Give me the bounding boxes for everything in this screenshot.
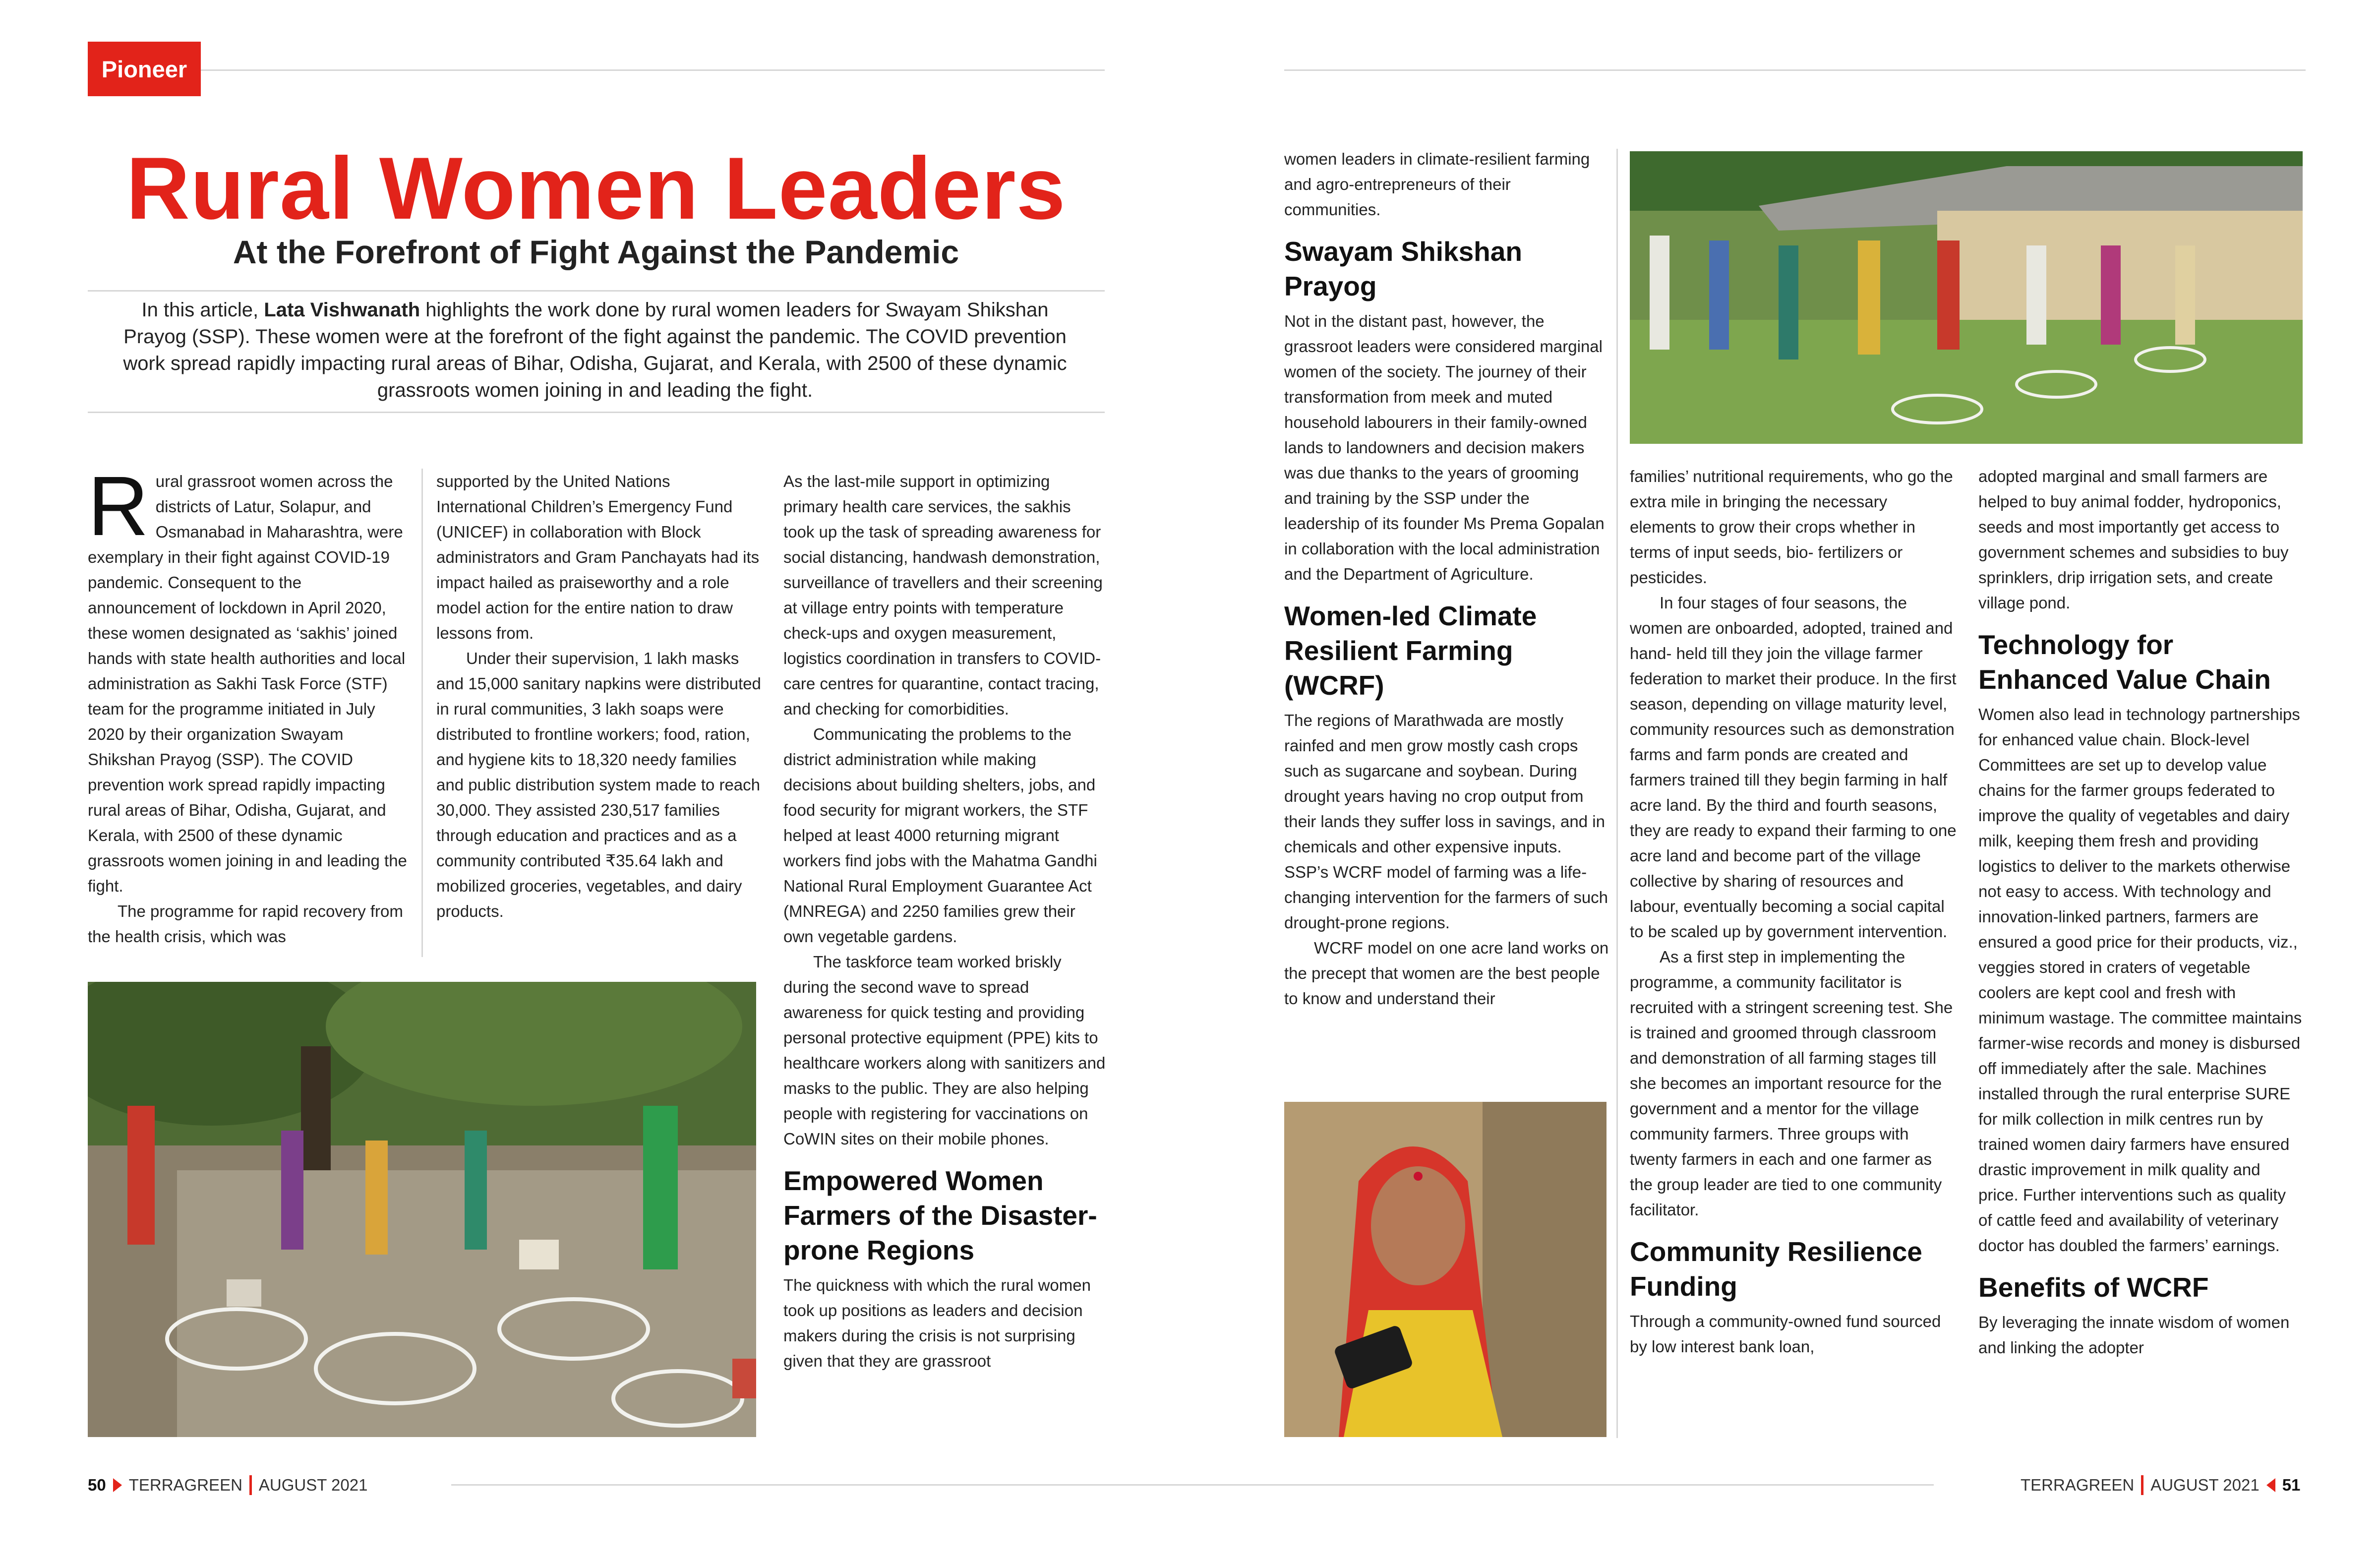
column-6 xyxy=(1978,464,2303,1360)
magazine-name-left: TERRAGREEN xyxy=(128,1476,242,1494)
col5-paragraph-2: As a first step in implementing the programme, a community facilitator is recruited with a stringent screening test. She is trained and groomed through classroom and demonstration of all farming stages till she becomes an important resource for the government and a mentor for the village community farmers. Three groups with twenty farmers in each and one farmer as the group leader are tied to one community facilitator. xyxy=(1630,948,1953,1219)
col6-paragraph-2: By leveraging the innate wisdom of women and linking the adopter xyxy=(1978,1313,2290,1357)
col4-paragraph-3: WCRF model on one acre land works on the precept that women are the best people to know and understand their xyxy=(1284,939,1609,1008)
col6-paragraph-0: adopted marginal and small farmers are helped to buy animal fodder, hydroponics, seeds and most importantly get access to government schemes and subsidies to buy sprinklers, drip irrigation sets, and create village pond. xyxy=(1978,467,2289,612)
col4-paragraph-0: women leaders in climate-resilient farming and agro-entrepreneurs of their communities. xyxy=(1284,150,1590,219)
column-divider-1 xyxy=(421,469,423,957)
magazine-name-right: TERRAGREEN xyxy=(2021,1476,2135,1494)
col2-paragraph-1: supported by the United Nations International Children’s Emergency Fund (UNICEF) in collaboration with Block administrators and Gram Panchayats had its impact hailed as praiseworthy and a role model action for the entire nation to draw lessons from. xyxy=(436,472,760,642)
article-subtitle: At the Forefront of Fight Against the Pandemic xyxy=(233,234,959,270)
col3-paragraph-2: Communicating the problems to the district administration while making decisions about building shelters, jobs, and food security for migrant workers, the STF helped at least 4000 returning migrant workers find jobs with the Mahatma Gandhi National Rural Employment Guarantee Act (MNREGA) and 2250 families grew their own vegetable gardens. xyxy=(783,725,1097,946)
col3-paragraph-1: As the last-mile support in optimizing primary health care services, the sakhis took up the task of spreading awareness for social distancing, handwash demonstration, surveillance of travellers and their screening at village entry points with temperature check-ups and oxygen measurement, logistics coordination in transfers to COVID-care centres for quarantine, contact tracing, and checking for comorbidities. xyxy=(783,472,1103,718)
intro-rule-top xyxy=(88,290,1105,292)
arrow-left-icon xyxy=(2266,1478,2275,1492)
heading-technology: Technology for Enhanced Value Chain xyxy=(1978,629,2271,695)
col2-paragraph-2: Under their supervision, 1 lakh masks and 15,000 sanitary napkins were distributed in rural communities, 3 lakh soaps were distributed to frontline workers; food, ration, and hygiene kits to 18,320 needy families and public distribution system made to reach 30,000. They assisted 230,517 families through education and practices and as a community contributed ₹35.64 lakh and mobilized groceries, vegetables, and dairy products. xyxy=(436,649,761,920)
col5-paragraph-0: families’ nutritional requirements, who go the extra mile in bringing the necessary elements to grow their crops whether in terms of input seeds, bio- fertilizers or pesticides. xyxy=(1630,467,1953,587)
photo-village-queue xyxy=(1630,151,2303,444)
column-2 xyxy=(436,469,761,924)
col1-paragraph-1 xyxy=(88,459,410,899)
article-title: Rural Women Leaders xyxy=(126,139,1066,238)
issue-date-left: AUGUST 2021 xyxy=(258,1476,368,1494)
heading-wcrf: Women-led Climate Resilient Farming (WCRF) xyxy=(1284,601,1537,701)
intro-before: In this article, xyxy=(141,299,264,321)
page-number-right: 51 xyxy=(2282,1476,2301,1494)
heading-benefits-wcrf: Benefits of WCRF xyxy=(1978,1272,2209,1303)
heading-swayam-shikshan: Swayam Shikshan Prayog xyxy=(1284,236,1522,301)
col5-paragraph-1: In four stages of four seasons, the women are onboarded, adopted, trained and hand- held till they join the village farmer federation to market their produce. In the first season, depending on village maturity level, community resources such as demonstration farms and farm ponds are created and farmers trained till they begin farming in half acre land. By the third and fourth seasons, they are ready to expand their farming to one acre land and become part of the village collective by sharing of resources and labour, eventually becoming a social capital to be scaled up by government intervention. xyxy=(1630,594,1957,941)
page-number-left: 50 xyxy=(88,1476,106,1494)
footer-rule xyxy=(451,1484,1934,1486)
intro-after: highlights the work done by rural women leaders for Swayam Shikshan Prayog (SSP). These women were at the forefront of the fight against the pandemic. The COVID prevention work spread rapidly impacting rural areas of Bihar, Odisha, Gujarat, and Kerala, with 2500 of these dynamic grassroots women joining in and leading the fight. xyxy=(123,299,1067,401)
photo-ration-distribution xyxy=(88,982,756,1437)
col4-paragraph-1: Not in the distant past, however, the grassroot leaders were considered marginal women of the society. The journey of their transformation from meek and muted household labourers in their family-owned lands to landowners and decision makers was due thanks to the years of grooming and training by the SSP under the leadership of its founder Ms Prema Gopalan in collaboration with the local administration and the Department of Agriculture. xyxy=(1284,312,1605,583)
heading-empowered-women: Empowered Women Farmers of the Disaster-prone Regions xyxy=(783,1165,1097,1265)
intro-author: Lata Vishwanath xyxy=(264,299,420,321)
column-5 xyxy=(1630,464,1957,1359)
footer-right xyxy=(2021,1475,2300,1495)
column-4 xyxy=(1284,146,1609,1011)
col3-paragraph-4: The quickness with which the rural women took up positions as leaders and decision makers during the crisis is not surprising given that they are grassroot xyxy=(783,1276,1091,1370)
col1-paragraph-2: The programme for rapid recovery from the health crisis, which was xyxy=(88,902,403,946)
photo-woman-with-phone xyxy=(1284,1102,1606,1437)
arrow-right-icon xyxy=(113,1478,122,1492)
section-tag: Pioneer xyxy=(88,42,201,96)
col6-paragraph-1: Women also lead in technology partnerships for enhanced value chain. Block-level Committees are set up to develop value chains for the farmer groups federated to improve the quality of vegetables and dairy milk, keeping them fresh and providing logistics to deliver to the markets otherwise not easy to access. With technology and innovation-linked partners, farmers are ensured a good price for their products, viz., veggies stored in craters of vegetable coolers are kept cool and fresh with minimum wastage. The committee maintains farmer-wise records and money is disbursed off immediately after the sale. Machines installed through the rural enterprise SURE for milk collection in milk centres run by trained women dairy farmers have ensured drastic improvement in milk quality and price. Further interventions such as quality of cattle feed and availability of veterinary doctor has doubled the farmers’ earnings. xyxy=(1978,705,2302,1255)
col3-paragraph-3: The taskforce team worked briskly during the second wave to spread awareness for quick testing and providing personal protective equipment (PPE) kits to healthcare workers along with sanitizers and masks to the public. They are also helping people with registering for vaccinations on CoWIN sites on their mobile phones. xyxy=(783,953,1106,1148)
col5-paragraph-3: Through a community-owned fund sourced by low interest bank loan, xyxy=(1630,1312,1941,1356)
footer-divider-right xyxy=(2141,1475,2143,1495)
column-divider-2 xyxy=(1616,149,1618,1438)
heading-community-resilience: Community Resilience Funding xyxy=(1630,1236,1922,1302)
intro-rule-bottom xyxy=(88,412,1105,413)
header-rule-left xyxy=(201,69,1105,71)
issue-date-right: AUGUST 2021 xyxy=(2150,1476,2260,1494)
column-1 xyxy=(88,459,410,949)
col4-paragraph-2: The regions of Marathwada are mostly rainfed and men grow mostly cash crops such as sugarcane and soybean. During drought years having no crop output from their lands they suffer loss in savings, and in chemicals and other expensive inputs. SSP’s WCRF model of farming was a life-changing intervention for the farmers of such drought-prone regions. xyxy=(1284,711,1608,932)
header-rule-right xyxy=(1284,69,2306,71)
col1-p1-text: ural grassroot women across the districts of Latur, Solapur, and Osmanabad in Maharashtra, were exemplary in their fight against COVID-19 pandemic. Consequent to the announcement of lockdown in April 2020, these women designated as ‘sakhis’ joined hands with state health authorities and local administration as Sakhi Task Force (STF) team for the programme initiated in July 2020 by their organization Swayam Shikshan Prayog (SSP). The COVID prevention work spread rapidly impacting rural areas of Bihar, Odisha, Gujarat, and Kerala, with 2500 of these dynamic grassroots women joining in and leading the fight. xyxy=(88,472,407,895)
footer-left xyxy=(88,1475,367,1495)
intro-paragraph xyxy=(109,297,1081,404)
footer-divider-left xyxy=(249,1475,252,1495)
column-3 xyxy=(783,469,1106,1374)
drop-cap: R xyxy=(88,459,149,553)
